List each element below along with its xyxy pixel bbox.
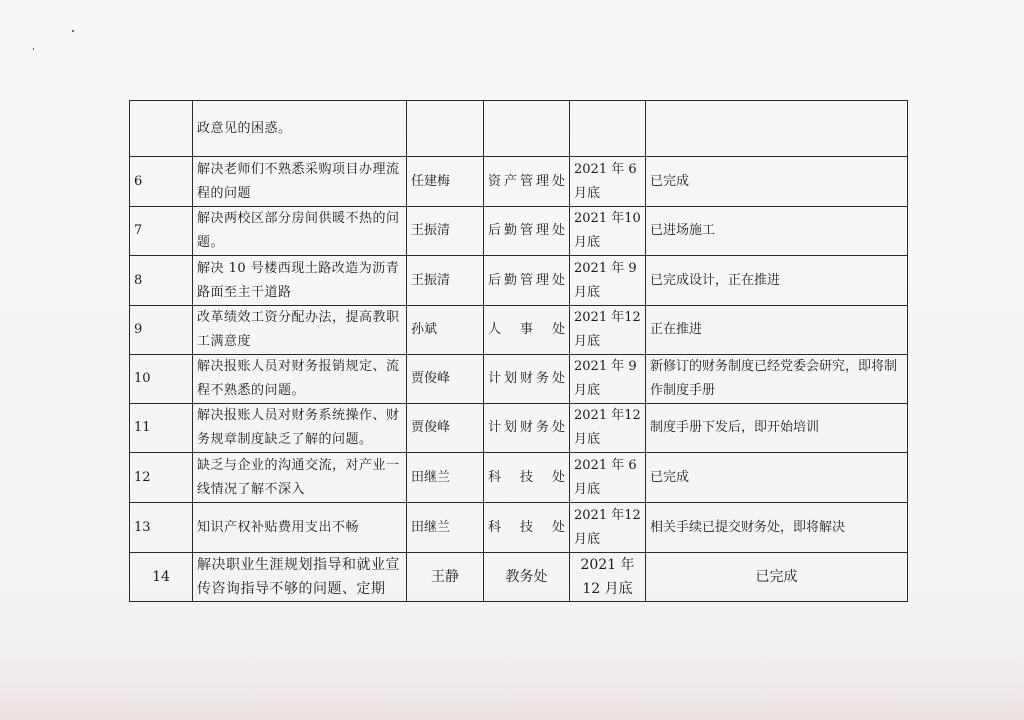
table-row xyxy=(130,207,908,256)
task-cell: 解决老师们不熟悉采购项目办理流程的问题 xyxy=(193,157,407,207)
status-cell: 已完成 xyxy=(646,553,908,602)
status-cell: 已完成 xyxy=(646,453,908,503)
owner-cell xyxy=(407,101,484,157)
scan-speck xyxy=(33,48,34,50)
dept-cell: 人事处 xyxy=(484,306,570,355)
owner-cell: 田继兰 xyxy=(407,453,484,503)
task-cell: 解决两校区部分房间供暖不热的问题。 xyxy=(193,207,407,256)
deadline-cell: 2021 年 9 月底 xyxy=(570,355,646,404)
task-cell: 解决 10 号楼西现土路改造为沥青路面至主干道路 xyxy=(193,256,407,306)
number-cell xyxy=(130,101,193,157)
dept-cell: 计划财务处 xyxy=(484,355,570,404)
deadline-cell: 2021 年12 月底 xyxy=(570,404,646,453)
owner-cell: 任建梅 xyxy=(407,157,484,207)
dept-cell: 后勤管理处 xyxy=(484,256,570,306)
deadline-cell: 2021 年 6 月底 xyxy=(570,157,646,207)
task-cell: 改革绩效工资分配办法，提高教职工满意度 xyxy=(193,306,407,355)
status-cell: 相关手续已提交财务处，即将解决 xyxy=(646,503,908,553)
table-row xyxy=(130,306,908,355)
task-cell: 缺乏与企业的沟通交流，对产业一线情况了解不深入 xyxy=(193,453,407,503)
dept-cell: 计划财务处 xyxy=(484,404,570,453)
number-cell: 14 xyxy=(130,553,193,602)
status-cell: 已进场施工 xyxy=(646,207,908,256)
deadline-cell: 2021 年12 月底 xyxy=(570,553,646,602)
deadline-cell xyxy=(570,101,646,157)
deadline-cell: 2021 年12 月底 xyxy=(570,306,646,355)
number-cell: 6 xyxy=(130,157,193,207)
owner-cell: 王振清 xyxy=(407,207,484,256)
owner-cell: 贾俊峰 xyxy=(407,355,484,404)
dept-cell: 科技处 xyxy=(484,453,570,503)
scan-speck xyxy=(72,30,74,32)
task-cell: 解决报账人员对财务系统操作、财务规章制度缺乏了解的问题。 xyxy=(193,404,407,453)
task-table xyxy=(129,100,908,602)
deadline-cell: 2021 年10 月底 xyxy=(570,207,646,256)
table-row xyxy=(130,453,908,503)
number-cell: 10 xyxy=(130,355,193,404)
deadline-cell: 2021 年 6 月底 xyxy=(570,453,646,503)
table-row xyxy=(130,157,908,207)
status-cell: 新修订的财务制度已经党委会研究，即将制作制度手册 xyxy=(646,355,908,404)
dept-cell xyxy=(484,101,570,157)
status-cell: 正在推进 xyxy=(646,306,908,355)
table-row xyxy=(130,404,908,453)
status-cell: 制度手册下发后，即开始培训 xyxy=(646,404,908,453)
table-row xyxy=(130,256,908,306)
status-cell: 已完成 xyxy=(646,157,908,207)
task-cell: 解决报账人员对财务报销规定、流程不熟悉的问题。 xyxy=(193,355,407,404)
owner-cell: 王静 xyxy=(407,553,484,602)
task-cell: 解决职业生涯规划指导和就业宣传咨询指导不够的问题、定期 xyxy=(193,553,407,602)
dept-cell: 后勤管理处 xyxy=(484,207,570,256)
dept-cell: 资产管理处 xyxy=(484,157,570,207)
dept-cell: 教务处 xyxy=(484,553,570,602)
table-row xyxy=(130,503,908,553)
dept-cell: 科技处 xyxy=(484,503,570,553)
number-cell: 8 xyxy=(130,256,193,306)
number-cell: 12 xyxy=(130,453,193,503)
task-cell: 知识产权补贴费用支出不畅 xyxy=(193,503,407,553)
task-cell: 政意见的困惑。 xyxy=(193,101,407,157)
number-cell: 7 xyxy=(130,207,193,256)
deadline-cell: 2021 年12 月底 xyxy=(570,503,646,553)
table-row-continuation xyxy=(130,101,908,157)
number-cell: 13 xyxy=(130,503,193,553)
table-row xyxy=(130,553,908,602)
owner-cell: 孙斌 xyxy=(407,306,484,355)
owner-cell: 贾俊峰 xyxy=(407,404,484,453)
owner-cell: 田继兰 xyxy=(407,503,484,553)
status-cell xyxy=(646,101,908,157)
table-row xyxy=(130,355,908,404)
number-cell: 11 xyxy=(130,404,193,453)
deadline-cell: 2021 年 9 月底 xyxy=(570,256,646,306)
status-cell: 已完成设计，正在推进 xyxy=(646,256,908,306)
owner-cell: 王振清 xyxy=(407,256,484,306)
paper-shadow xyxy=(0,640,1024,720)
number-cell: 9 xyxy=(130,306,193,355)
